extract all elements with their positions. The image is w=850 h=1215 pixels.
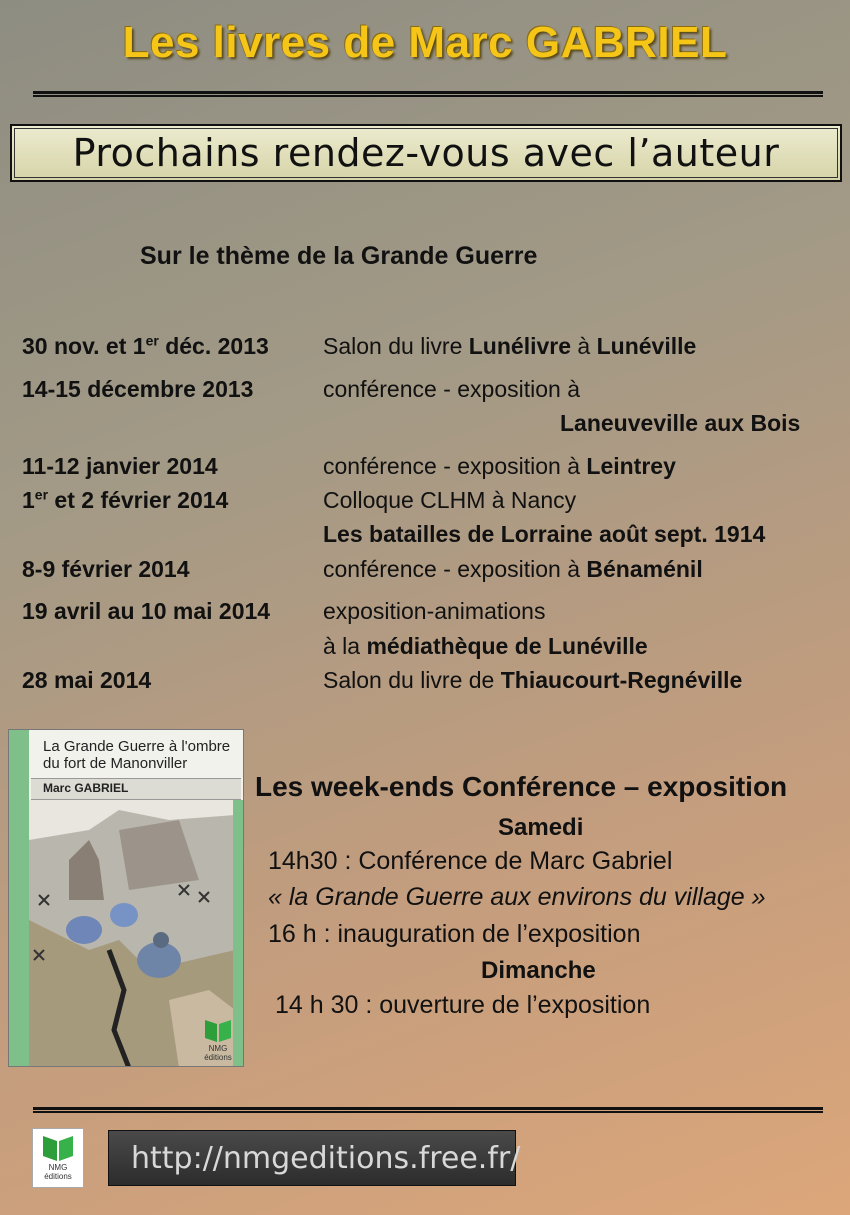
saturday-line-2: « la Grande Guerre aux environs du village »	[268, 883, 766, 911]
book-author: Marc GABRIEL	[43, 781, 129, 795]
sunday-line-1: 14 h 30 : ouverture de l’exposition	[275, 991, 651, 1019]
publisher-short: NMG	[208, 1044, 228, 1053]
footer-logo	[32, 1128, 84, 1188]
footer-logo-text: NMG	[48, 1163, 68, 1172]
website-url-banner[interactable]	[108, 1130, 521, 1186]
event-desc-3: conférence - exposition à Leintrey	[323, 453, 676, 479]
book-edge-stripe	[233, 800, 243, 1067]
event-date-5: 8-9 février 2014	[22, 556, 190, 582]
website-url[interactable]: http://nmgeditions.free.fr/	[131, 1140, 521, 1176]
book-spine-stripe	[9, 730, 29, 1067]
footer-book-icon	[41, 1133, 75, 1163]
top-divider	[33, 91, 823, 97]
footer-logo-sub: éditions	[44, 1172, 72, 1181]
event-desc-7: Salon du livre de Thiaucourt-Regnéville	[323, 667, 743, 693]
event-date-3: 11-12 janvier 2014	[22, 453, 218, 479]
saturday-heading: Samedi	[498, 814, 584, 841]
event-desc-2: conférence - exposition à	[323, 376, 580, 402]
book-title: La Grande Guerre à l'ombre du fort de Manonviller	[43, 738, 231, 772]
event-date-4: 1er et 2 février 2014	[22, 486, 229, 513]
theme-heading: Sur le thème de la Grande Guerre	[140, 242, 538, 270]
subtitle-banner	[10, 124, 842, 182]
sunday-heading: Dimanche	[481, 957, 596, 984]
saturday-line-1: 14h30 : Conférence de Marc Gabriel	[268, 847, 673, 875]
event-detail-6: à la médiathèque de Lunéville	[323, 633, 648, 659]
event-desc-4: Colloque CLHM à Nancy	[323, 487, 577, 513]
publisher-name: éditions	[204, 1053, 232, 1062]
event-desc-1: Salon du livre Lunélivre à Lunéville	[323, 333, 697, 359]
event-desc-5: conférence - exposition à Bénaménil	[323, 556, 703, 582]
book-cover	[8, 729, 244, 1067]
event-date-6: 19 avril au 10 mai 2014	[22, 598, 271, 624]
event-date-2: 14-15 décembre 2013	[22, 376, 254, 402]
event-place-2: Laneuveville aux Bois	[560, 410, 801, 436]
event-desc-6: exposition-animations	[323, 598, 546, 624]
subtitle-text: Prochains rendez-vous avec l’auteur	[72, 131, 780, 175]
book-publisher-logo	[203, 1018, 233, 1062]
event-date-7: 28 mai 2014	[22, 667, 152, 693]
publisher-book-icon	[203, 1018, 233, 1044]
event-date-1: 30 nov. et 1er déc. 2013	[22, 332, 269, 359]
main-title: Les livres de Marc GABRIEL	[122, 18, 728, 67]
bottom-divider	[33, 1107, 823, 1113]
weekends-heading: Les week-ends Conférence – exposition	[255, 771, 788, 802]
event-detail-4: Les batailles de Lorraine août sept. 1914	[323, 521, 766, 547]
saturday-line-3: 16 h : inauguration de l’exposition	[268, 920, 641, 948]
